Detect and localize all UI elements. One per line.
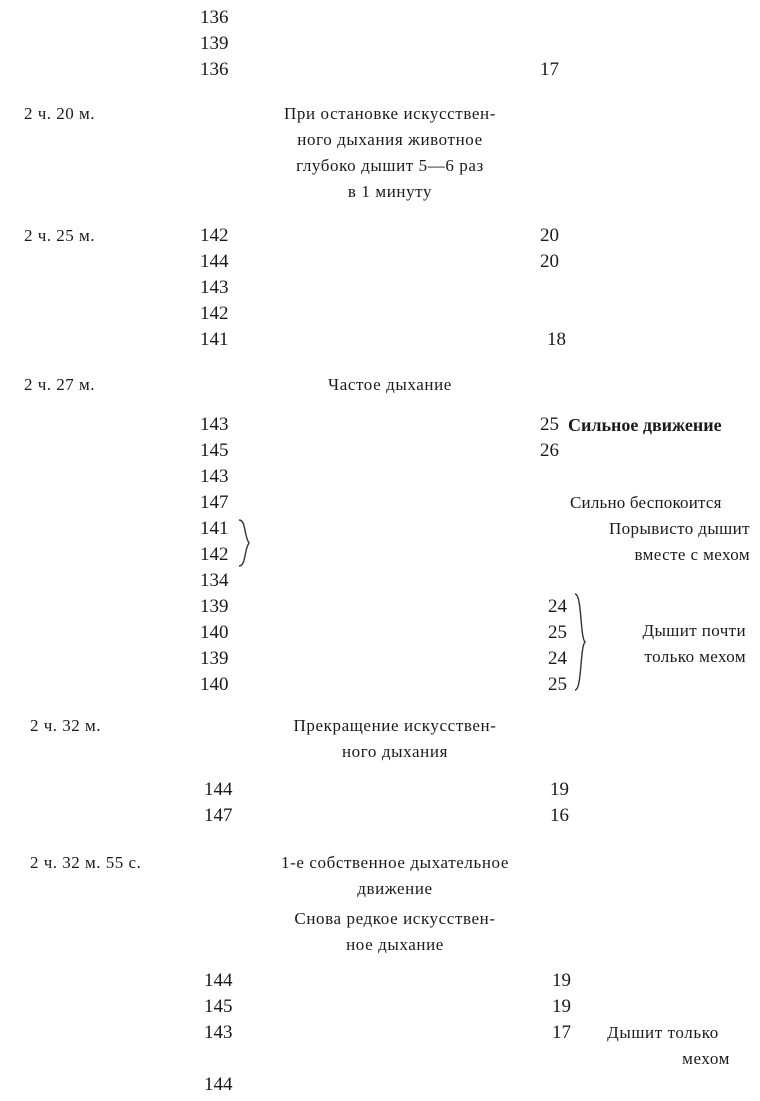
remark-text — [540, 516, 750, 568]
note-line: Снова редкое искусствен- — [294, 909, 496, 928]
note-line: ного дыхания — [341, 742, 448, 761]
remark-line: Порывисто дышит — [608, 519, 750, 538]
pulse-value: 143 — [200, 414, 229, 435]
pulse-value: 144 — [200, 251, 229, 272]
note-line: ного дыхания животное — [297, 130, 483, 149]
resp-value: 19 — [552, 970, 571, 991]
resp-value: 18 — [547, 329, 566, 350]
note-text — [240, 906, 550, 958]
resp-value: 16 — [550, 805, 569, 826]
pulse-value: 140 — [200, 622, 229, 643]
remark-text: Сильное движение — [568, 415, 722, 435]
note-text — [240, 850, 550, 902]
pulse-value: 147 — [204, 805, 233, 826]
note-text — [240, 101, 540, 205]
pulse-value: 142 — [200, 544, 229, 565]
pulse-value: 139 — [200, 33, 229, 54]
remark-line: только мехом — [644, 647, 746, 666]
resp-value: 25 — [548, 622, 567, 643]
resp-value: 25 — [540, 414, 559, 435]
note-text: Частое дыхание — [328, 375, 452, 394]
brace-mark — [236, 518, 252, 568]
remark-text — [586, 1020, 740, 1072]
note-line: Прекращение искусствен- — [293, 716, 497, 735]
pulse-value: 144 — [204, 779, 233, 800]
remark-line: вместе с мехом — [634, 545, 750, 564]
time-label: 2 ч. 25 м. — [24, 226, 96, 245]
pulse-value: 143 — [204, 1022, 233, 1043]
resp-value: 25 — [548, 674, 567, 695]
pulse-value: 145 — [204, 996, 233, 1017]
pulse-value: 140 — [200, 674, 229, 695]
pulse-value: 136 — [200, 59, 229, 80]
resp-value: 17 — [552, 1022, 571, 1043]
pulse-value: 134 — [200, 570, 229, 591]
resp-value: 20 — [540, 225, 559, 246]
note-line: движение — [357, 879, 433, 898]
pulse-value: 141 — [200, 329, 229, 350]
pulse-value: 142 — [200, 303, 229, 324]
resp-value: 17 — [540, 59, 559, 80]
resp-value: 19 — [550, 779, 569, 800]
note-line: ное дыхание — [346, 935, 444, 954]
resp-value: 26 — [540, 440, 559, 461]
time-label: 2 ч. 27 м. — [24, 375, 96, 394]
resp-value: 24 — [548, 648, 567, 669]
time-label: 2 ч. 32 м. 55 с. — [30, 853, 142, 872]
pulse-value: 139 — [200, 596, 229, 617]
resp-value: 20 — [540, 251, 559, 272]
pulse-value: 145 — [200, 440, 229, 461]
time-label: 2 ч. 32 м. — [30, 716, 102, 735]
note-text — [240, 713, 550, 765]
pulse-value: 139 — [200, 648, 229, 669]
pulse-value: 147 — [200, 492, 229, 513]
remark-line: Дышит только — [607, 1023, 719, 1042]
note-line: 1-е собственное дыхательное — [280, 853, 509, 872]
resp-value: 19 — [552, 996, 571, 1017]
pulse-value: 142 — [200, 225, 229, 246]
pulse-value: 143 — [200, 466, 229, 487]
resp-value: 24 — [548, 596, 567, 617]
pulse-value: 143 — [200, 277, 229, 298]
pulse-value: 144 — [204, 970, 233, 991]
remark-text: Сильно беспокоится — [570, 493, 722, 512]
remark-text — [560, 618, 746, 670]
time-label: 2 ч. 20 м. — [24, 104, 96, 123]
note-line: в 1 минуту — [347, 182, 433, 201]
remark-line: Дышит почти — [642, 621, 746, 640]
pulse-value: 141 — [200, 518, 229, 539]
pulse-value: 144 — [204, 1074, 233, 1095]
pulse-value: 136 — [200, 7, 229, 28]
note-line: При остановке искусствен- — [284, 104, 496, 123]
remark-line: мехом — [682, 1049, 730, 1068]
note-line: глубоко дышит 5—6 раз — [296, 156, 484, 175]
